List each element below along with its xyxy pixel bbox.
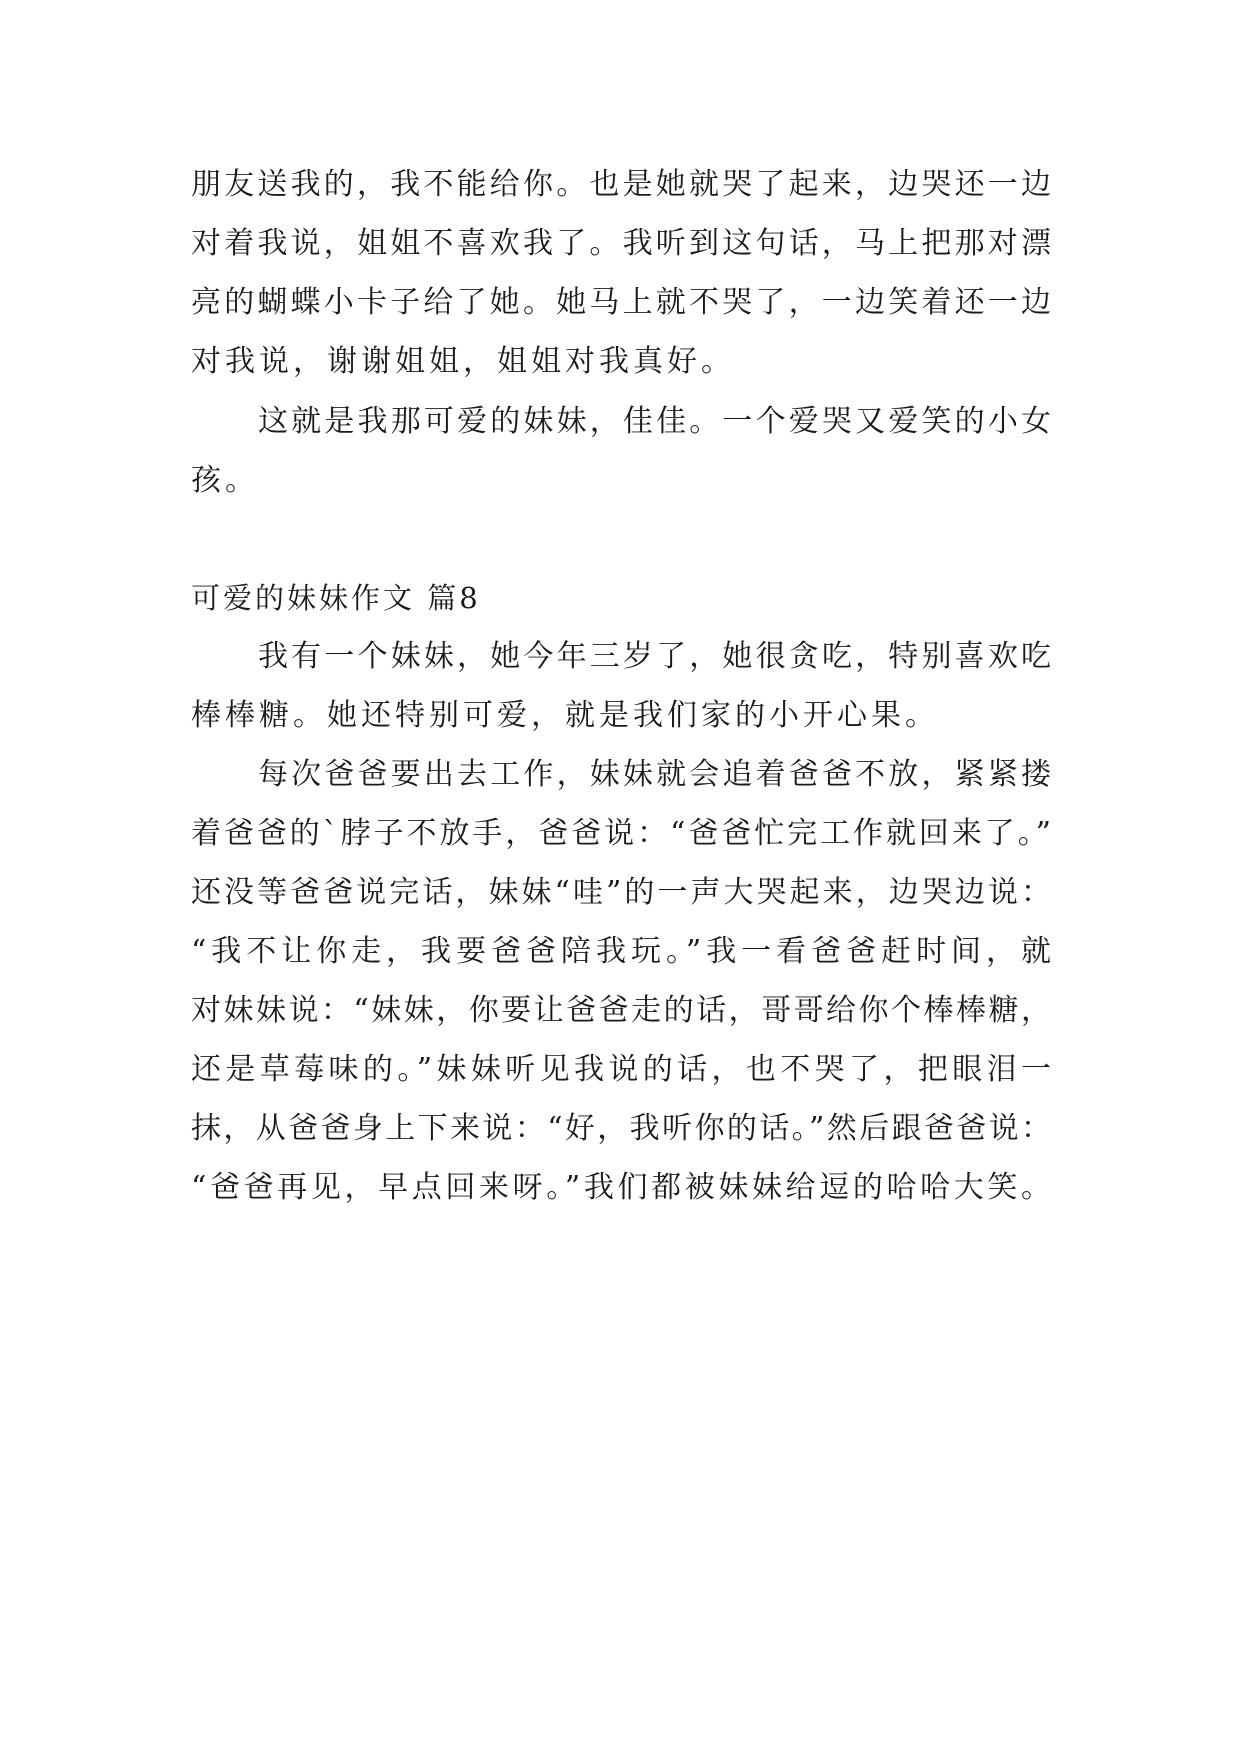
paragraph-line: 我有一个妹妹，她今年三岁了，她很贪吃，特别喜欢吃 <box>258 639 1051 674</box>
paragraph-line: 还是草莓味的。”妹妹听见我说的话，也不哭了，把眼泪一 <box>191 1052 1051 1087</box>
paragraph-line: 孩。 <box>191 463 259 498</box>
paragraph-line: 还没等爸爸说完话，妹妹“哇”的一声大哭起来，边哭边说： <box>191 875 1051 910</box>
paragraph-line: 对着我说，姐姐不喜欢我了。我听到这句话，马上把那对漂 <box>191 226 1051 261</box>
paragraph-line: 这就是我那可爱的妹妹，佳佳。一个爱哭又爱笑的小女 <box>258 404 1051 439</box>
paragraph-line: 朋友送我的，我不能给你。也是她就哭了起来，边哭还一边 <box>191 167 1051 202</box>
paragraph-line: “爸爸再见，早点回来呀。”我们都被妹妹给逗的哈哈大笑。 <box>191 1170 1051 1205</box>
paragraph-line: 对妹妹说：“妹妹，你要让爸爸走的话，哥哥给你个棒棒糖， <box>191 993 1051 1028</box>
paragraph-line: 着爸爸的`脖子不放手，爸爸说：“爸爸忙完工作就回来了。” <box>191 816 1051 851</box>
paragraph-line: “我不让你走，我要爸爸陪我玩。”我一看爸爸赶时间，就 <box>191 934 1051 969</box>
paragraph-line: 棒棒糖。她还特别可爱，就是我们家的小开心果。 <box>191 698 939 733</box>
paragraph-line: 对我说，谢谢姐姐，姐姐对我真好。 <box>191 344 735 379</box>
paragraph-line: 抹，从爸爸身上下来说：“好，我听你的话。”然后跟爸爸说： <box>191 1111 1051 1146</box>
paragraph-line: 亮的蝴蝶小卡子给了她。她马上就不哭了，一边笑着还一边 <box>191 285 1051 320</box>
paragraph-line: 每次爸爸要出去工作，妹妹就会追着爸爸不放，紧紧搂 <box>258 757 1051 792</box>
section-heading: 可爱的妹妹作文 篇8 <box>191 581 481 615</box>
